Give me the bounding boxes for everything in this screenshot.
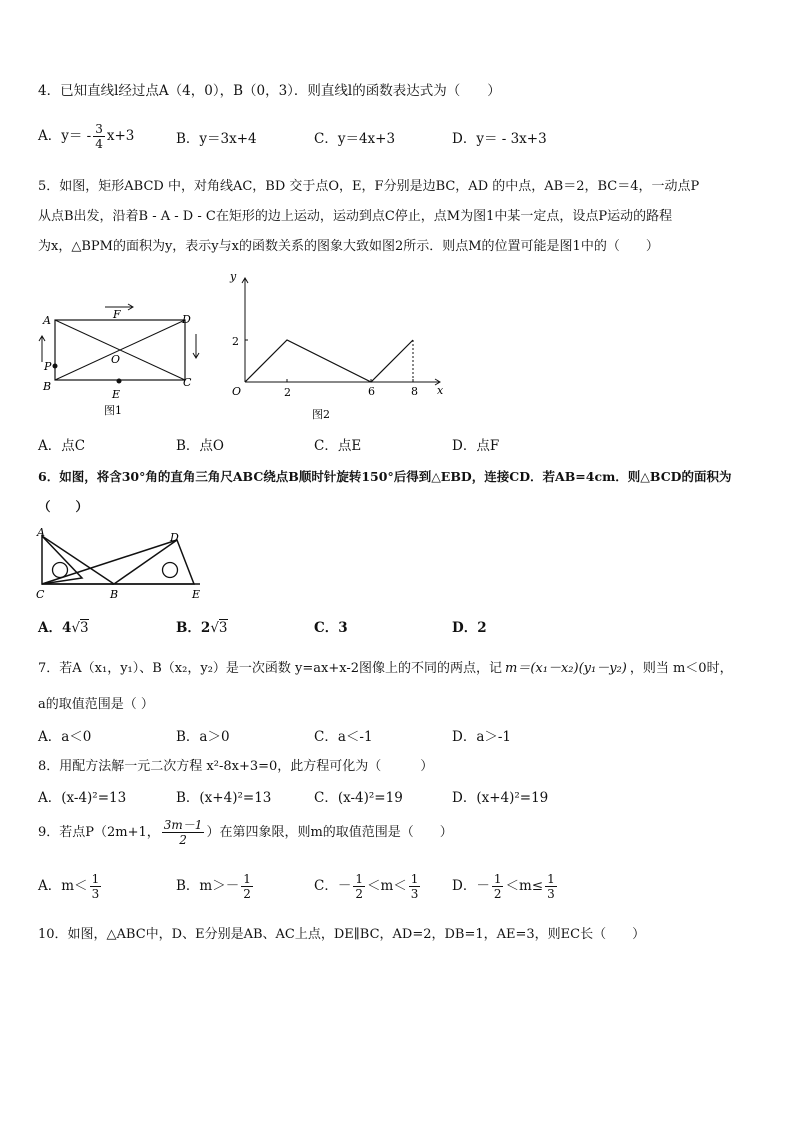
label-c: C [183,376,192,389]
q6-figure [32,526,212,604]
label-d: D [170,531,179,544]
circle-cutout-icon [163,563,178,578]
q5-option-c: C．点E [314,438,362,454]
q7-formula: m＝(x₁－x₂)(y₁－y₂) [505,661,627,676]
x-tick-8: 8 [411,385,418,398]
q8-option-d: D．(x+4)²=19 [452,790,549,806]
q4-stem: 4．已知直线l经过点A（4，0），B（0，3）．则直线l的函数表达式为（ ） [38,83,501,99]
q6-line2: （ ） [38,499,89,514]
graph-line [245,340,413,382]
q5-figure1 [30,300,220,425]
label-c: C [36,588,45,601]
label-p: P [44,360,52,373]
q7-option-b: B．a＞0 [176,729,230,745]
q8-stem: 8．用配方法解一元二次方程 x²-8x+3=0，此方程可化为（ ） [38,759,434,774]
q9-option-a: A．m＜ $\frac{1}{3}$ [38,872,100,901]
label-e: E [112,388,121,401]
q8-option-a: A．(x-4)²=13 [38,790,127,806]
q6-option-a: A．4√3 [38,620,89,636]
circle-cutout-icon [53,563,68,578]
q6-line1: 6．如图，将含30°角的直角三角尺ABC绕点B顺时针旋转150°后得到△EBD，连接CD．若AB=4cm．则△BCD的面积为 [38,469,732,484]
q7-line1: 7．若A（x₁，y₁）、B（x₂，y₂）是一次函数 y=ax+x-2图像上的不同的两点，记 m＝(x₁－x₂)(y₁－y₂) ，则当 m＜0时， [38,661,733,676]
label-o: O [111,353,121,366]
q7-option-d: D．a＞-1 [452,729,512,745]
point-e-dot [117,379,122,384]
x-tick-6: 6 [368,385,375,398]
q7-option-c: C．a＜-1 [314,729,373,745]
y-tick-label: 2 [232,335,239,348]
q5-option-a: A．点C [38,438,86,454]
q5-figure2 [225,270,455,425]
q4-option-a [38,122,134,151]
figure1-caption: 图1 [104,404,122,417]
point-p-dot [53,364,58,369]
q4-a-suffix: x+3 [106,128,135,144]
q9-option-c: C．－ $\frac{1}{2}$ ＜m＜ $\frac{1}{3}$ [314,872,419,901]
label-a: A [37,526,45,539]
q4-option-b: B．y＝3x+4 [176,131,257,147]
y-axis-label: y [230,270,237,283]
label-a: A [43,314,51,327]
q10-stem: 10．如图，△ABC中，D、E分别是AB、AC上点，DE∥BC，AD=2，DB=1，AE=3，则EC长（ ） [38,927,646,942]
q9-fraction: $\frac{3m-1}{2}$ [163,818,203,847]
q5-option-b: B．点O [176,438,224,454]
q6-option-c: C．3 [314,620,348,636]
label-d: D [182,313,191,326]
q8-option-b: B．(x+4)²=13 [176,790,272,806]
q4-a-fraction: $\frac{3}{4}$ [95,122,103,151]
q4-option-d: D．y＝ - 3x+3 [452,131,547,147]
q9-option-d: D．－ $\frac{1}{2}$ ＜m≤ $\frac{1}{3}$ [452,872,555,901]
label-b: B [43,380,52,393]
q5-option-d: D．点F [452,438,500,454]
q6-option-b: B．2√3 [176,620,228,636]
q9-option-b: B．m＞－ $\frac{1}{2}$ [176,872,251,901]
q7-option-a: A．a＜0 [38,729,92,745]
label-e: E [192,588,201,601]
x-axis-label: x [437,384,444,397]
q4-option-c: C．y＝4x+3 [314,131,396,147]
q5-line3: 为x，△BPM的面积为y，表示y与x的函数关系的图象大致如图2所示．则点M的位置可能是图1中的（ ） [38,239,659,254]
q6-option-d: D．2 [452,620,487,636]
label-b: B [110,588,119,601]
origin-label: O [232,385,242,398]
q5-line1: 5．如图，矩形ABCD 中，对角线AC，BD 交于点O，E，F分别是边BC，AD 的中点，AB＝2，BC＝4，一动点P [38,179,700,194]
q4-a-prefix: A．y＝ - [38,128,92,144]
q5-line2: 从点B出发，沿着B - A - D - C在矩形的边上运动，运动到点C停止，点M为图1中某一定点，设点P运动的路程 [38,209,673,224]
figure2-caption: 图2 [312,408,330,421]
triangle-ebd [114,540,194,584]
q7-line2: a的取值范围是（ ） [38,697,154,712]
q8-option-c: C．(x-4)²=19 [314,790,403,806]
label-f: F [113,308,121,321]
x-tick-2: 2 [284,386,291,399]
q9-stem: 9．若点P（2m+1， $\frac{3m-1}{2}$ ）在第四象限，则m的取值范围是（ ） [38,818,453,847]
